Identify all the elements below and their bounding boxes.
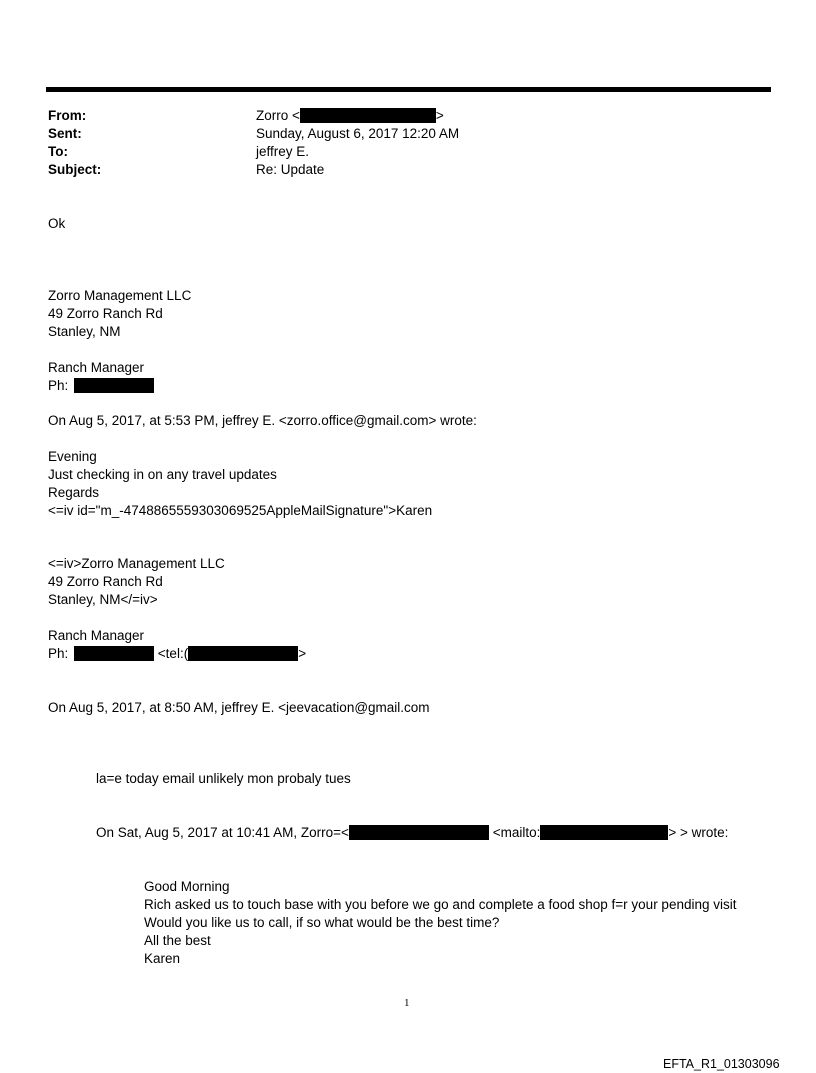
sig1-phone [48, 377, 154, 395]
quote1-line: <=iv id="m_-4748865559303069525AppleMailSignature">Karen [48, 503, 433, 518]
quote3-line: Karen [144, 951, 181, 966]
sent-label: Sent: [48, 126, 82, 141]
sig2-title: Ranch Manager [48, 628, 145, 643]
sent-value: Sunday, August 6, 2017 12:20 AM [256, 126, 460, 141]
quote1-line: Regards [48, 485, 100, 500]
from-close: > [435, 108, 444, 123]
sig1-phone-label: Ph: [48, 378, 69, 393]
quote3-line: Would you like us to call, if so what would be the best time? [144, 915, 500, 930]
quote3-line: Rich asked us to touch base with you before we go and complete a food shop f=r your pending visit [144, 897, 737, 912]
reply-text: Ok [48, 216, 66, 231]
from-name: Zorro < [256, 108, 300, 123]
from-value [256, 107, 444, 125]
redaction-box [188, 646, 298, 661]
quote1-line: Just checking in on any travel updates [48, 467, 277, 482]
quote3-attribution [96, 824, 728, 842]
to-label: To: [48, 144, 68, 159]
quote3-line: All the best [144, 933, 211, 948]
bates-number: EFTA_R1_01303096 [663, 1057, 780, 1071]
subject-label: Subject: [48, 162, 102, 177]
header-rule [46, 87, 771, 92]
sig2-company: <=iv>Zorro Management LLC [48, 556, 225, 571]
sig2-phone [48, 645, 306, 663]
quote1-line: Evening [48, 449, 97, 464]
sig1-address: 49 Zorro Ranch Rd [48, 306, 163, 321]
subject-value: Re: Update [256, 162, 325, 177]
redaction-box [300, 108, 436, 123]
redaction-box [349, 825, 489, 840]
redaction-box [74, 646, 154, 661]
quote3-line: Good Morning [144, 879, 230, 894]
sig2-tel-label: <tel:( [157, 646, 189, 661]
sig1-city: Stanley, NM [48, 324, 121, 339]
page-number: 1 [404, 997, 410, 1009]
sig1-title: Ranch Manager [48, 360, 145, 375]
redaction-box [540, 825, 668, 840]
quote2-message: la=e today email unlikely mon probaly tues [96, 771, 351, 786]
quote2-attribution: On Aug 5, 2017, at 8:50 AM, jeffrey E. <jeevacation@gmail.com [48, 700, 430, 715]
sig2-phone-label: Ph: [48, 646, 69, 661]
sig1-company: Zorro Management LLC [48, 288, 192, 303]
sig2-address: 49 Zorro Ranch Rd [48, 574, 163, 589]
quote1-attribution: On Aug 5, 2017, at 5:53 PM, jeffrey E. <zorro.office@gmail.com> wrote: [48, 413, 477, 428]
from-label: From: [48, 108, 87, 123]
quote3-mailto: <mailto: [492, 825, 541, 840]
redaction-box [74, 378, 154, 393]
sig2-city: Stanley, NM</=iv> [48, 592, 158, 607]
quote3-attribution-start: On Sat, Aug 5, 2017 at 10:41 AM, Zorro=< [96, 825, 349, 840]
quote3-attribution-end: > > wrote: [668, 825, 729, 840]
to-value: jeffrey E. [256, 144, 310, 159]
sig2-tel-close: > [298, 646, 307, 661]
